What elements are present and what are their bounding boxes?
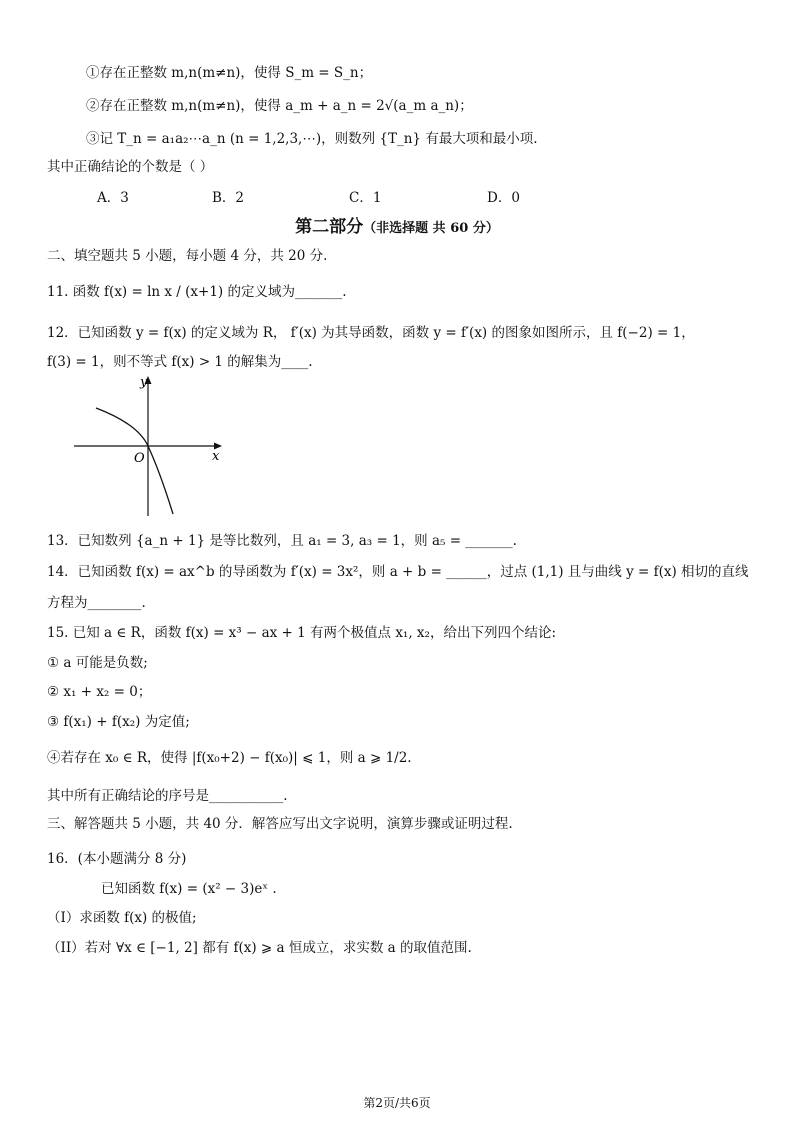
- question-16-given: 已知函数 f(x) = (x² − 3)eˣ .: [101, 881, 277, 897]
- statement-1: ①存在正整数 m,n(m≠n)，使得 S_m = S_n；: [86, 65, 373, 81]
- question-14-line2: 方程为________.: [47, 595, 146, 611]
- solve-intro: 三、解答题共 5 小题，共 40 分．解答应写出文字说明，演算步骤或证明过程.: [47, 816, 513, 832]
- question-16-part-1: （I）求函数 f(x) 的极值;: [47, 910, 197, 926]
- x-axis-label: x: [212, 449, 220, 464]
- question-15: 15. 已知 a ∈ R，函数 f(x) = x³ − ax + 1 有两个极值点 x₁, x₂，给出下列四个结论:: [47, 625, 556, 641]
- question-prompt: 其中正确结论的个数是（ ）: [47, 159, 214, 175]
- question-15-ending: 其中所有正确结论的序号是___________.: [47, 788, 288, 804]
- statement-2: ②存在正整数 m,n(m≠n)，使得 a_m + a_n = 2√(a_m a_n)；: [86, 98, 473, 114]
- option-a: A．3: [97, 190, 129, 206]
- statement-3: ③记 T_n = a₁a₂⋯a_n (n = 1,2,3,⋯)，则数列 {T_n} 有最大项和最小项.: [86, 131, 538, 147]
- derivative-graph: [66, 372, 226, 520]
- option-b: B．2: [212, 190, 245, 206]
- question-11: 11. 函数 f(x) = ln x / (x+1) 的定义域为_______.: [47, 284, 347, 300]
- question-15-item-3: ③ f(x₁) + f(x₂) 为定值;: [47, 714, 190, 730]
- origin-label: O: [134, 451, 145, 466]
- y-axis-label: y: [140, 375, 148, 390]
- question-12-line2: f(3) = 1，则不等式 f(x) > 1 的解集为____.: [47, 354, 313, 370]
- section-title-sub: （非选择题 共 60 分）: [363, 221, 499, 236]
- question-16: 16．(本小题满分 8 分): [47, 851, 187, 867]
- fill-intro: 二、填空题共 5 小题，每小题 4 分，共 20 分.: [47, 248, 328, 264]
- section-title: [0, 212, 794, 237]
- question-15-item-2: ② x₁ + x₂ = 0；: [47, 684, 152, 700]
- page-footer: 第2页/共6页: [363, 1096, 431, 1110]
- option-d: D．0: [487, 190, 520, 206]
- section-title-main: 第二部分: [295, 217, 364, 237]
- question-16-part-2: （II）若对 ∀x ∈ [−1, 2] 都有 f(x) ⩾ a 恒成立，求实数 a 的取值范围.: [47, 940, 472, 956]
- question-12-line1: 12．已知函数 y = f(x) 的定义域为 R， f′(x) 为其导函数，函数 y = f′(x) 的图象如图所示，且 f(−2) = 1，: [47, 325, 695, 341]
- question-15-item-4: ④若存在 x₀ ∈ R，使得 |f(x₀+2) − f(x₀)| ⩽ 1，则 a ⩾ 1/2.: [47, 750, 412, 766]
- option-c: C．1: [349, 190, 382, 206]
- question-14-line1: 14．已知函数 f(x) = ax^b 的导函数为 f′(x) = 3x²，则 a + b = ______，过点 (1,1) 且与曲线 y = f(x) 相切的直线: [47, 564, 749, 580]
- question-13: 13．已知数列 {a_n + 1} 是等比数列，且 a₁ = 3, a₃ = 1，则 a₅ = _______.: [47, 533, 517, 549]
- question-15-item-1: ① a 可能是负数;: [47, 655, 148, 671]
